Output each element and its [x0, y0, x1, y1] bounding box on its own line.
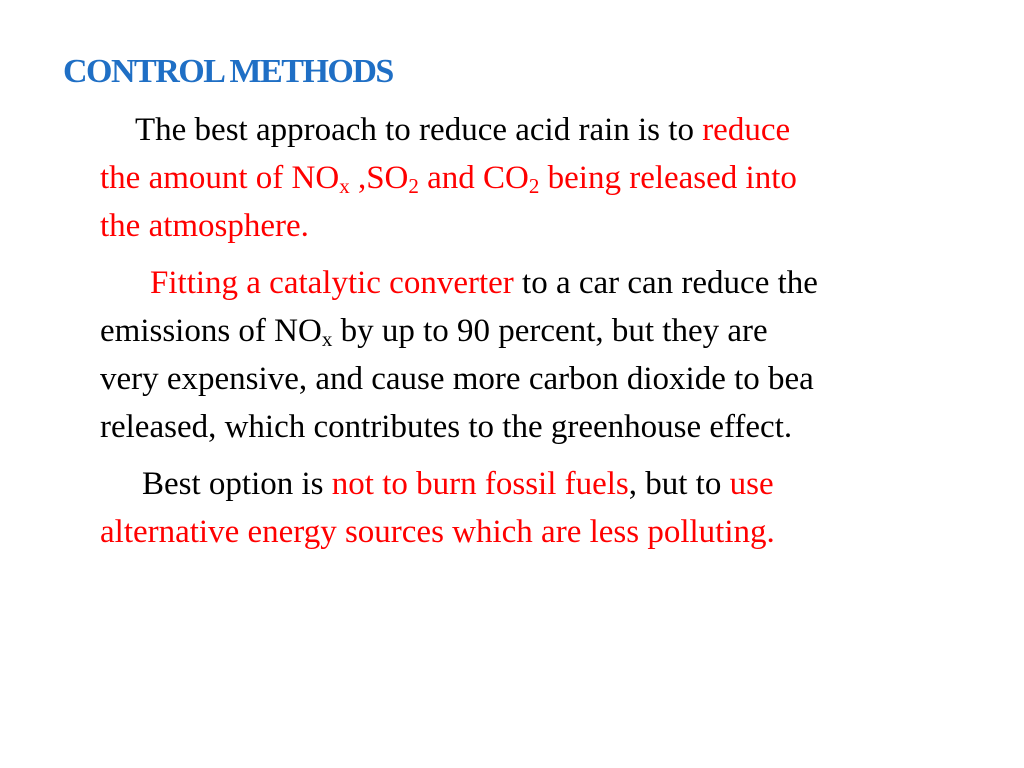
paragraph-line	[100, 202, 980, 250]
text-run: released, which contributes to the greenhouse effect.	[100, 409, 793, 445]
highlight-text: the amount of NO	[100, 160, 340, 196]
paragraph-line	[100, 508, 980, 556]
text-run: Best option is	[142, 466, 332, 502]
paragraph-line	[100, 154, 980, 202]
paragraph-line	[100, 355, 980, 403]
page-title: CONTROL METHODS	[63, 53, 393, 90]
subscript: 2	[408, 174, 419, 198]
subscript: 2	[528, 174, 540, 198]
text-run: very expensive, and cause more carbon dioxide to bea	[100, 361, 814, 397]
highlight-text: ,SO	[349, 160, 409, 196]
paragraph-acid-rain	[100, 106, 980, 250]
highlight-text: the atmosphere.	[100, 208, 309, 244]
text-run: emissions of NO	[100, 313, 322, 349]
paragraph-line	[100, 307, 980, 355]
highlight-text: alternative energy sources which are less polluting.	[100, 514, 775, 550]
highlight-text: Fitting a catalytic converter	[150, 265, 514, 301]
text-run: by up to 90 percent, but they are	[332, 313, 768, 349]
highlight-text: not to burn fossil fuels	[331, 466, 629, 502]
highlight-text: reduce	[702, 112, 791, 148]
subscript: x	[321, 327, 333, 351]
highlight-text: use	[729, 466, 774, 502]
subscript: x	[339, 174, 350, 198]
paragraph-line	[100, 106, 980, 154]
paragraph-line	[100, 460, 980, 508]
paragraph-best-option	[100, 460, 980, 556]
highlight-text: and CO	[418, 160, 529, 196]
text-run: The best approach to reduce acid rain is to	[135, 112, 703, 148]
text-run: , but to	[628, 466, 730, 502]
text-run: to a car can reduce the	[513, 265, 818, 301]
highlight-text: being released into	[539, 160, 797, 196]
paragraph-line	[100, 403, 980, 451]
slide-body	[100, 106, 980, 565]
paragraph-catalytic-converter	[100, 259, 980, 451]
paragraph-line	[100, 259, 980, 307]
